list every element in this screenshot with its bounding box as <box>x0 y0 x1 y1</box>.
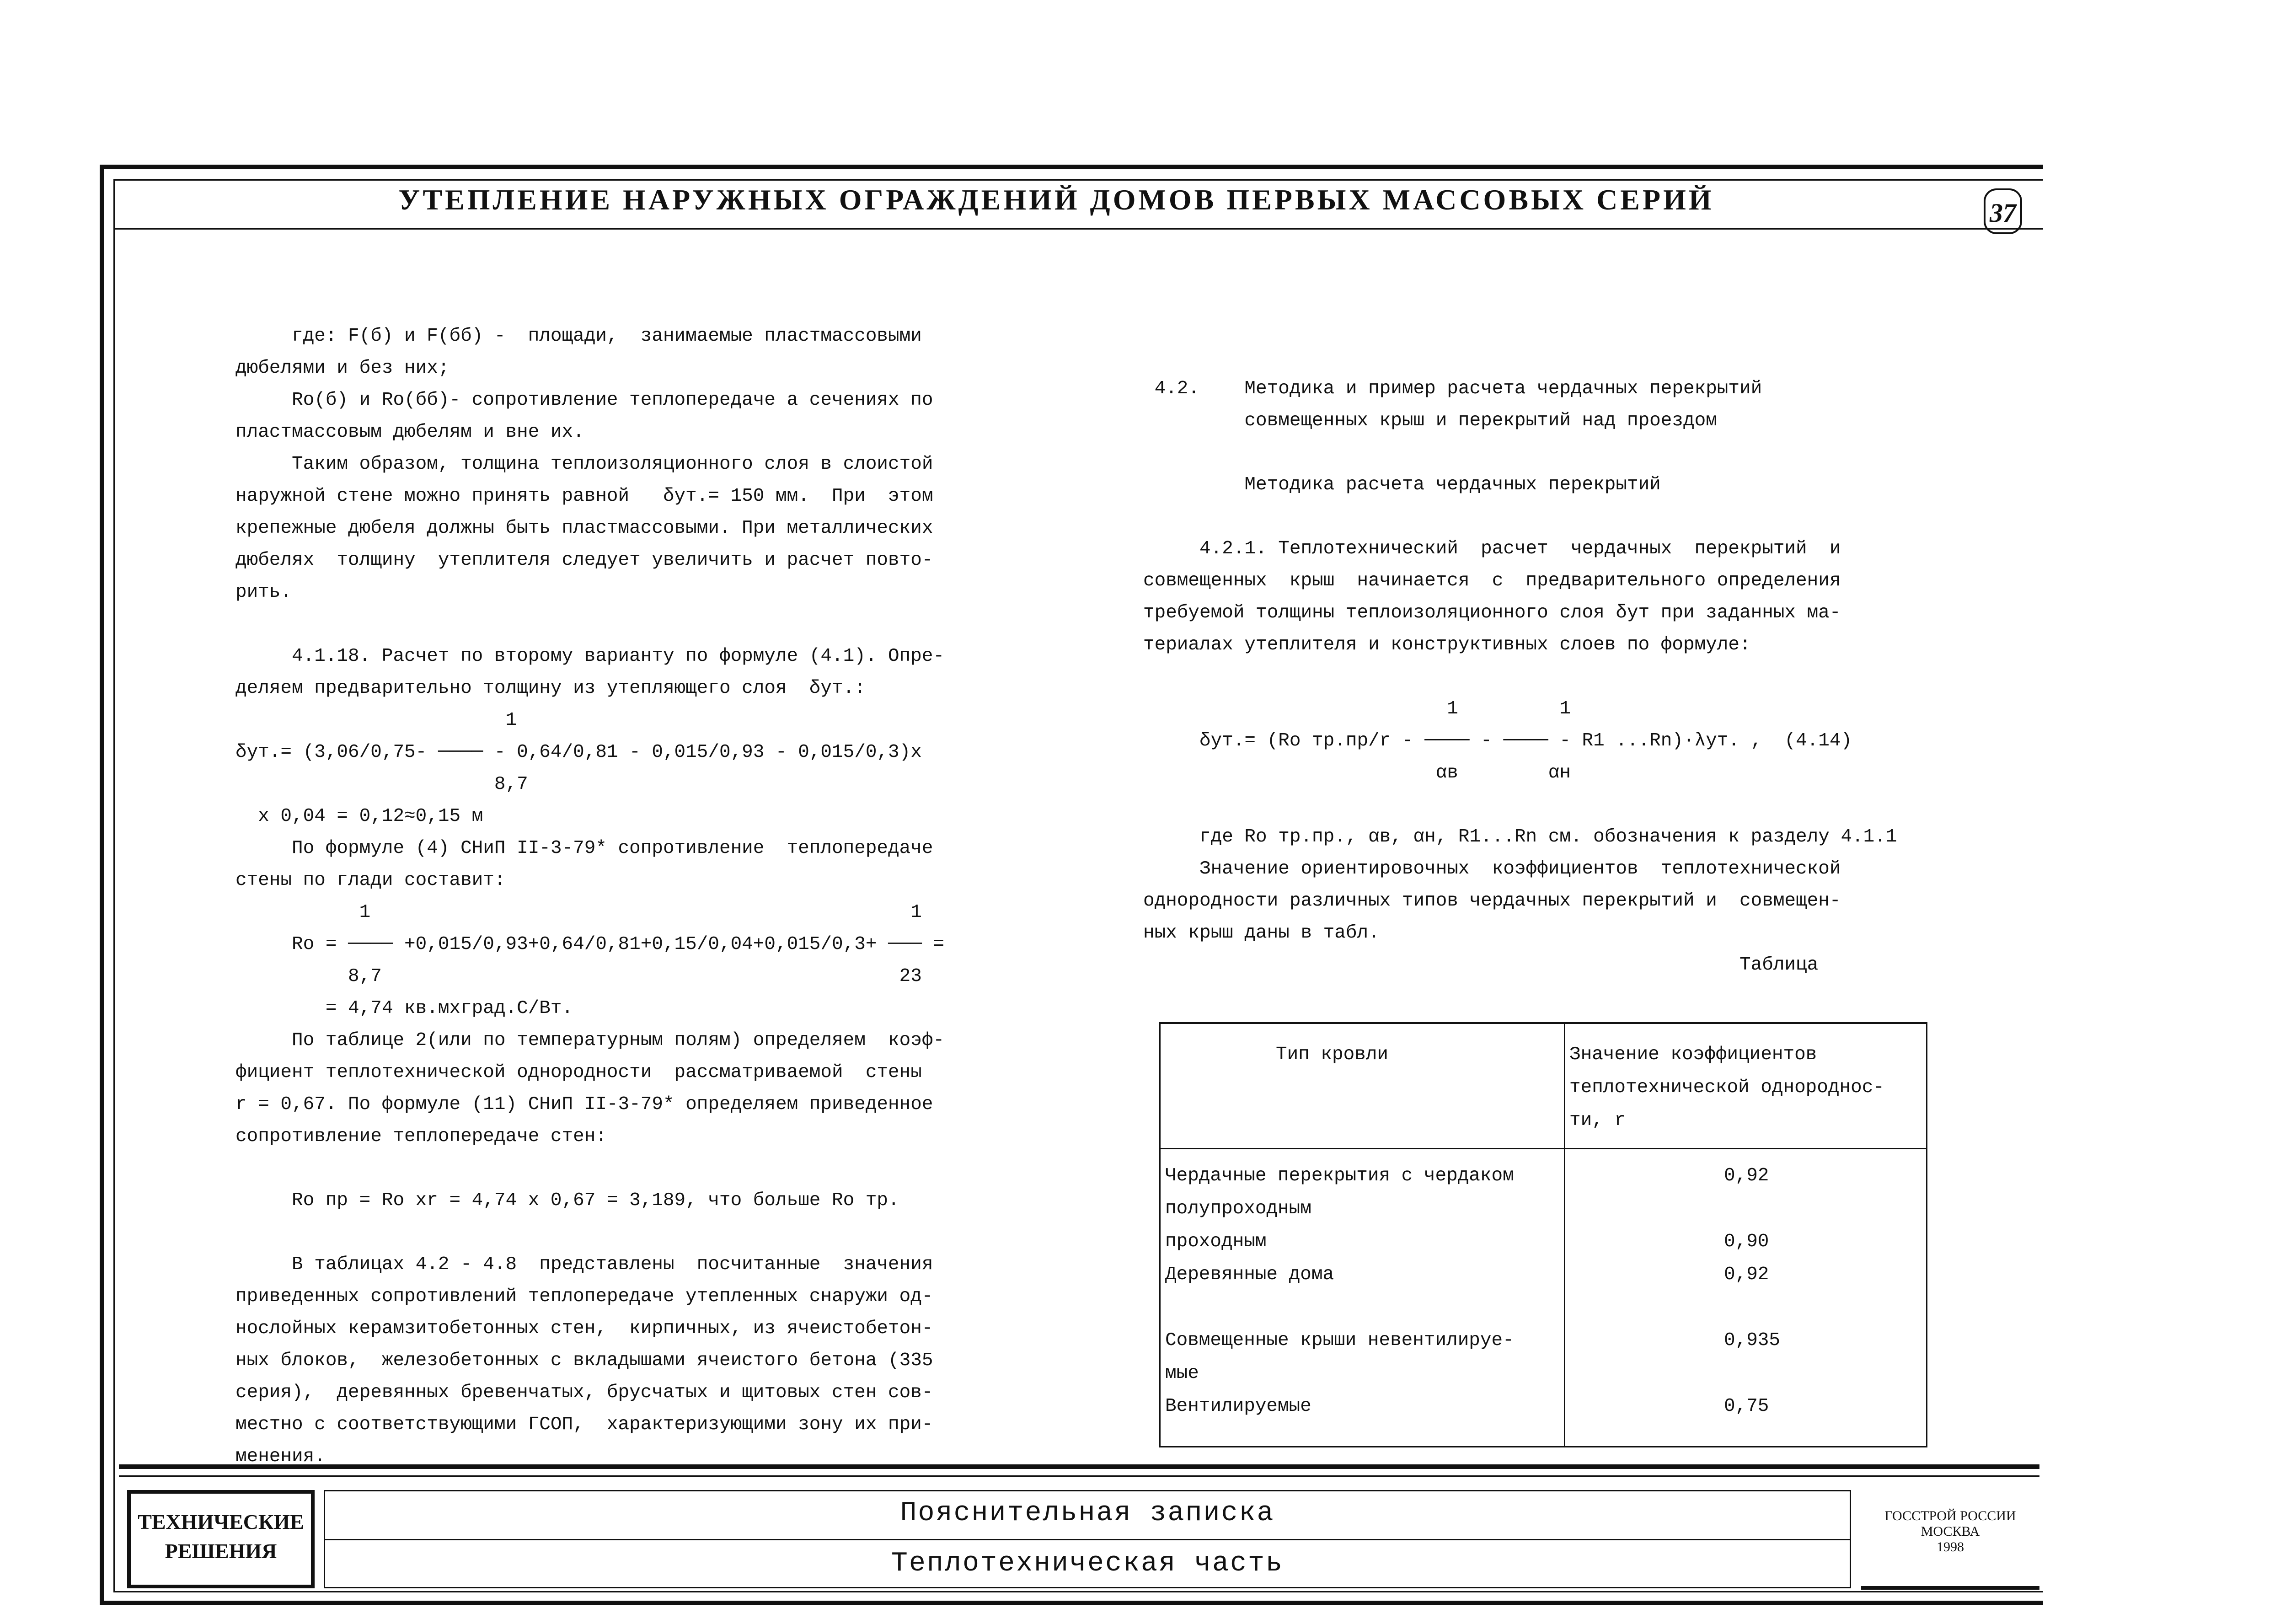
text-line: рить. <box>235 582 292 603</box>
table-cell-type: полупроходным <box>1165 1198 1311 1219</box>
tech-stamp-line-2: РЕШЕНИЯ <box>165 1539 277 1563</box>
table-cell-type: Деревянные дома <box>1165 1264 1334 1285</box>
text-line <box>1143 437 1897 469</box>
org-city: МОСКВА <box>1921 1524 1980 1539</box>
org-name: ГОССТРОЙ РОССИИ <box>1884 1508 2016 1523</box>
table-column-divider <box>1564 1022 1565 1447</box>
text-line: δут.= (3,06/0,75- ──── - 0,64/0,81 - 0,015/0,93 - 0,015/0,3)x <box>235 742 922 763</box>
text-line: Таблица <box>1143 954 1819 975</box>
text-line: x 0,04 = 0,12≈0,15 м <box>235 806 483 827</box>
table-header-value-3: ти, r <box>1569 1110 1626 1131</box>
text-line: Rо пр = Rо xr = 4,74 x 0,67 = 3,189, что больше Rо тр. <box>235 1190 899 1211</box>
text-line: дюбелях толщину утеплителя следует увеличить и расчет повто- <box>235 550 933 571</box>
text-line: 4.1.18. Расчет по второму варианту по формуле (4.1). Опре- <box>235 646 945 667</box>
table-cell-type: Совмещенные крыши невентилируе- <box>1165 1330 1514 1351</box>
text-line: фициент теплотехнической однородности рассматриваемой стены <box>235 1062 922 1083</box>
text-line <box>235 1217 944 1249</box>
table-header-type: Тип кровли <box>1276 1044 1389 1065</box>
org-year: 1998 <box>1937 1539 1964 1554</box>
tech-solutions-stamp <box>127 1490 315 1588</box>
text-line: Значение ориентировочных коэффициентов теплотехнической <box>1143 858 1841 879</box>
note-subtitle: Теплотехническая часть <box>891 1548 1284 1579</box>
text-line: наружной стене можно принять равной δут.= 150 мм. При этом <box>235 486 933 507</box>
text-line: териалах утеплителя и конструктивных слоев по формуле: <box>1143 634 1751 655</box>
text-line: где Rо тр.пр., αв, αн, R1...Rn см. обозначения к разделу 4.1.1 <box>1143 826 1897 847</box>
text-line <box>1143 789 1897 821</box>
text-line: Методика расчета чердачных перекрытий <box>1143 474 1661 495</box>
table-cell-value: 0,90 <box>1724 1231 1769 1252</box>
text-line: 1 1 <box>1143 698 1571 719</box>
text-line <box>235 608 944 640</box>
left-column <box>235 320 944 1473</box>
text-line: совмещенных крыш и перекрытий над проездом <box>1143 410 1717 431</box>
text-line: По таблице 2(или по температурным полям) определяем коэф- <box>235 1030 945 1051</box>
table-cell-value: 0,935 <box>1724 1330 1781 1351</box>
text-line: приведенных сопротивлений теплопередаче утепленных снаружи од- <box>235 1286 933 1307</box>
text-line: где: F(б) и F(бб) - площади, занимаемые пластмассовыми <box>235 326 922 347</box>
text-line: совмещенных крыш начинается с предварительного определения <box>1143 570 1841 591</box>
text-line: Rо = ──── +0,015/0,93+0,64/0,81+0,15/0,04+0,015/0,3+ ─── = <box>235 934 945 955</box>
table-header-divider <box>1159 1148 1927 1149</box>
text-line: δут.= (Rо тр.пр/r - ──── - ──── - R1 ...Rn)·λут. , (4.14) <box>1143 730 1852 751</box>
text-line <box>235 1152 944 1185</box>
text-line: 1 <box>235 710 517 731</box>
text-line: крепежные дюбеля должны быть пластмассовыми. При металлических <box>235 518 933 539</box>
note-title-divider <box>324 1539 1851 1540</box>
text-line: требуемой толщины теплоизоляционного слоя δут при заданных ма- <box>1143 602 1841 623</box>
text-line: нослойных керамзитобетонных стен, кирпичных, из ячеистобетон- <box>235 1318 933 1339</box>
text-line: 8,7 <box>235 774 528 795</box>
text-line <box>1143 501 1897 533</box>
text-line: однородности различных типов чердачных перекрытий и совмещен- <box>1143 890 1841 911</box>
table-header-value-2: теплотехнической однороднос- <box>1569 1077 1884 1098</box>
text-line: Таким образом, толщина теплоизоляционного слоя в слоистой <box>235 454 933 475</box>
table-cell-value: 0,92 <box>1724 1264 1769 1285</box>
org-bottom-rule <box>1861 1586 2039 1590</box>
text-line: 8,7 23 <box>235 966 922 987</box>
table-cell-type: мые <box>1165 1363 1199 1384</box>
text-line: ных крыш даны в табл. <box>1143 922 1380 943</box>
note-title: Пояснительная записка <box>900 1498 1275 1529</box>
text-line: r = 0,67. По формуле (11) СНиП II-3-79* определяем приведенное <box>235 1094 933 1115</box>
text-line: дюбелями и без них; <box>235 358 450 379</box>
table-cell-type: Вентилируемые <box>1165 1396 1311 1417</box>
text-line: менения. <box>235 1446 326 1467</box>
table-cell-value: 0,92 <box>1724 1165 1769 1186</box>
text-line: = 4,74 кв.мхград.С/Вт. <box>235 998 573 1019</box>
right-column <box>1143 373 1897 981</box>
organization-stamp <box>1861 1490 2039 1588</box>
text-line: 4.2.1. Теплотехнический расчет чердачных перекрытий и <box>1143 538 1841 559</box>
table-header-value-1: Значение коэффициентов <box>1569 1044 1817 1065</box>
text-line: серия), деревянных бревенчатых, брусчатых и щитовых стен сов- <box>235 1382 933 1403</box>
table-cell-type: Чердачные перекрытия с чердаком <box>1165 1165 1514 1186</box>
page-number: 37 <box>1984 188 2022 234</box>
table-cell-value: 0,75 <box>1724 1396 1769 1417</box>
footer-rule-thick <box>119 1464 2039 1469</box>
text-line: сопротивление теплопередаче стен: <box>235 1126 607 1147</box>
text-line: В таблицах 4.2 - 4.8 представлены посчитанные значения <box>235 1254 933 1275</box>
header-rule <box>113 228 2043 230</box>
text-line: пластмассовым дюбелям и вне их. <box>235 422 584 443</box>
text-line: стены по глади составит: <box>235 870 506 891</box>
text-line: ных блоков, железобетонных с вкладышами ячеистого бетона (335 <box>235 1350 933 1371</box>
text-line: По формуле (4) СНиП II-3-79* сопротивление теплопередаче <box>235 838 933 859</box>
text-line <box>1143 661 1897 693</box>
page-title: УТЕПЛЕНИЕ НАРУЖНЫХ ОГРАЖДЕНИЙ ДОМОВ ПЕРВЫХ МАССОВЫХ СЕРИЙ <box>398 183 1714 216</box>
text-line: деляем предварительно толщину из утепляющего слоя δут.: <box>235 678 866 699</box>
text-line: Rо(б) и Rо(бб)- сопротивление теплопередаче а сечениях по <box>235 390 933 411</box>
table-cell-type: проходным <box>1165 1231 1267 1252</box>
text-line: 1 1 <box>235 902 922 923</box>
tech-stamp-line-1: ТЕХНИЧЕСКИЕ <box>138 1510 304 1533</box>
text-line: αв αн <box>1143 762 1571 783</box>
text-line: местно с соответствующими ГСОП, характеризующими зону их при- <box>235 1414 933 1435</box>
text-line: 4.2. Методика и пример расчета чердачных перекрытий <box>1143 378 1762 399</box>
footer-rule-thin <box>119 1475 2039 1477</box>
